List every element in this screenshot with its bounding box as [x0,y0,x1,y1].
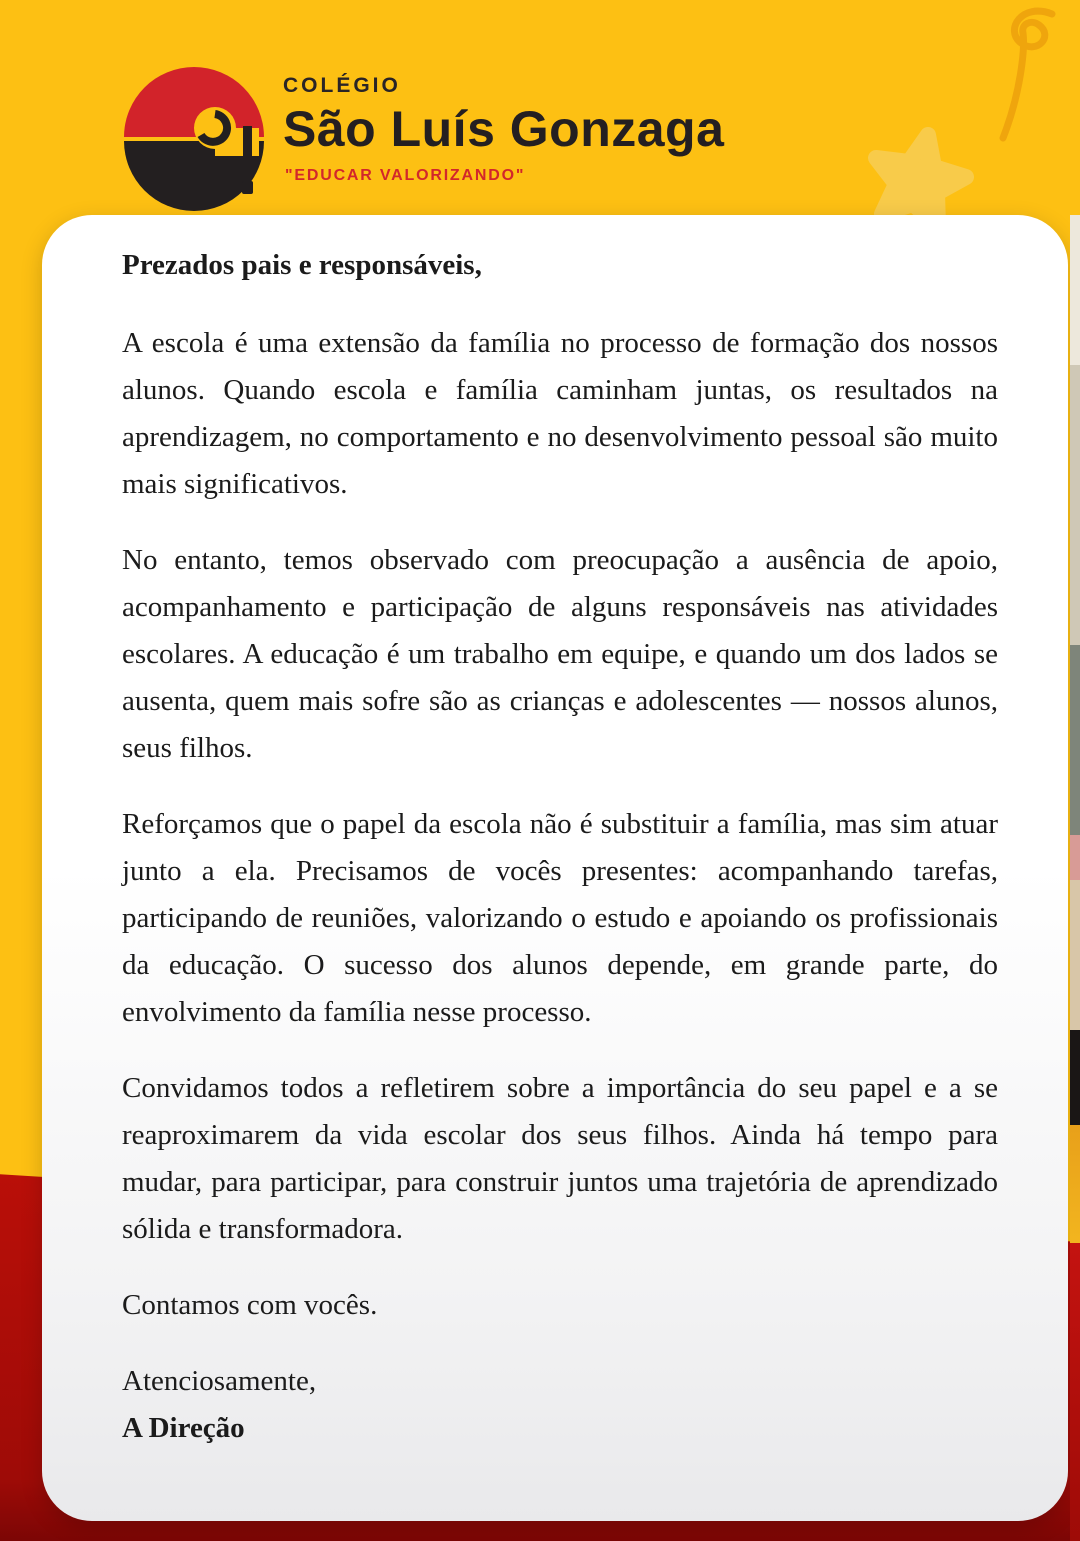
paragraph-2: No entanto, temos observado com preocupação a ausência de apoio, acompanhamento e participação de alguns responsáveis nas atividades escolares. A educação é um trabalho em equipe, e quando um dos lados se ausenta, quem mais sofre são as crianças e adolescentes — nossos alunos, seus filhos. [122,544,998,764]
school-type-label: COLÉGIO [283,74,401,97]
logo-text-block [283,74,724,185]
paragraph-1: A escola é uma extensão da família no processo de formação dos nossos alunos. Quando escola e família caminham juntas, os resultados na aprendizagem, no comportamento e no desenvolvimento pessoal são muito mais significativos. [122,327,998,500]
salutation: Prezados pais e responsáveis, [122,249,482,281]
adjacent-image-sliver [1070,0,1080,1541]
closing-line: Contamos com vocês. [122,1289,378,1321]
letter-body [122,242,998,1452]
paragraph-3: Reforçamos que o papel da escola não é substituir a família, mas sim atuar junto a ela. Precisamos de vocês presentes: acompanhando tarefas, participando de reuniões, valorizando o estudo e apoiando os profissionais da educação. O sucesso dos alunos depende, em grande parte, do envolvimento da família nesse processo. [122,808,998,1028]
letter-card [42,215,1068,1521]
signature-line: A Direção [122,1412,245,1444]
flyer-header [0,0,1080,215]
paragraph-4: Convidamos todos a refletirem sobre a importância do seu papel e a se reaproximarem da vida escolar dos seus filhos. Ainda há tempo para mudar, para participar, para construir juntos uma trajetória de aprendizado sólida e transformadora. [122,1072,998,1245]
school-tagline: "EDUCAR VALORIZANDO" [285,167,526,184]
school-logo-icon [119,64,269,214]
signoff-line: Atenciosamente, [122,1365,317,1397]
school-name: São Luís Gonzaga [283,101,725,157]
